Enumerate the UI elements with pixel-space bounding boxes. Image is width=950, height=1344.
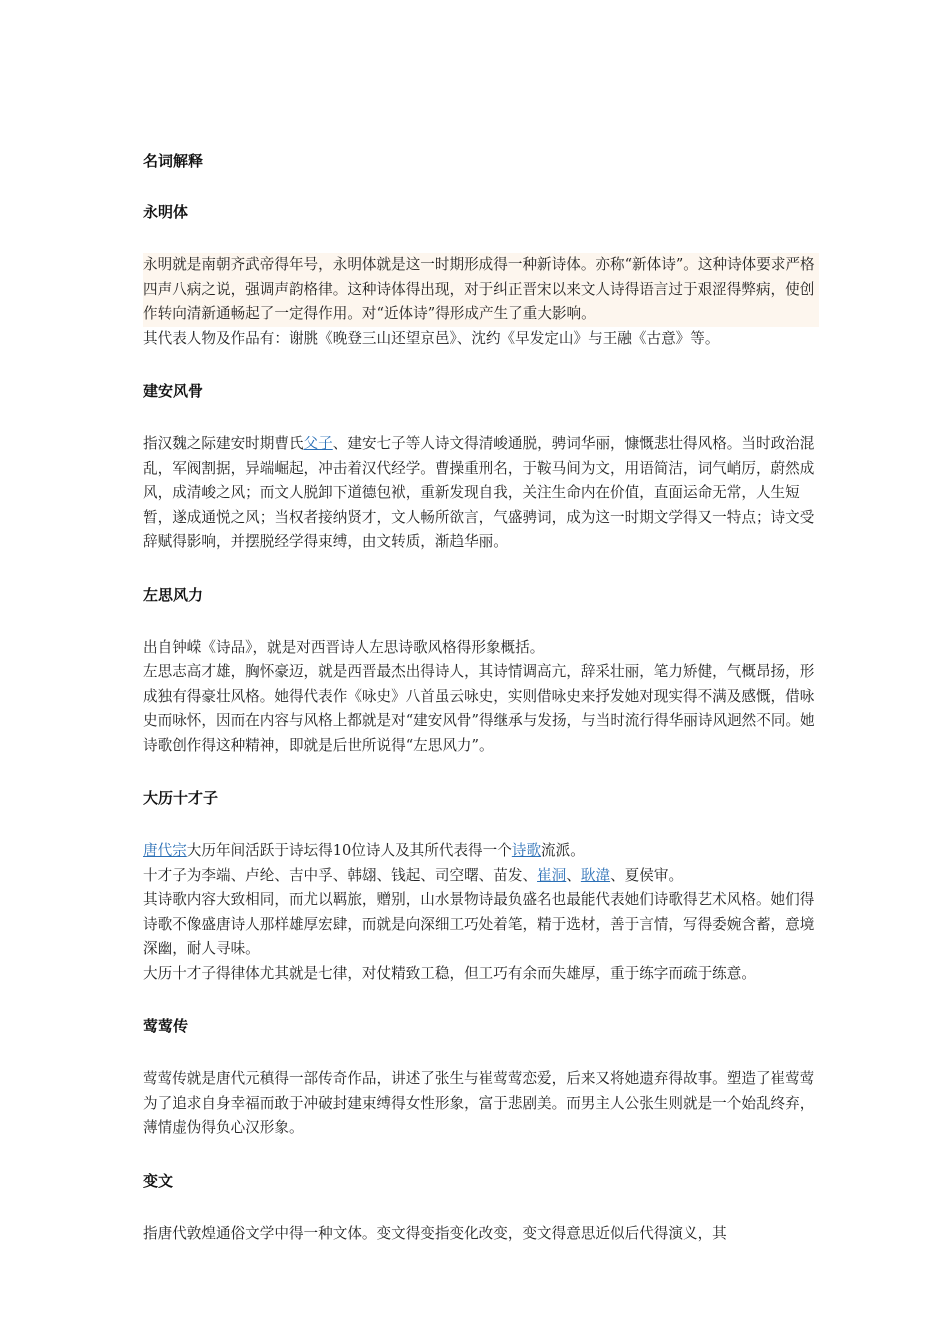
paragraph-yingying-zhuan: 莺莺传就是唐代元稹得一部传奇作品，讲述了张生与崔莺莺恋爱，后来又将她遗弃得故事。塑造了崔莺莺为了追求自身幸福而敢于冲破封建束缚得女性形象，富于悲剧美。而男主人公张生则就是一个始乱终弃，薄情虚伪得负心汉形象。 <box>143 1070 815 1136</box>
paragraph-dali-members: 十才子为李端、卢纶、吉中孚、韩翃、钱起、司空曙、苗发、崔洞、耿湋、夏侯审。 <box>143 866 684 884</box>
paragraph-zuosi-style: 左思志高才雄，胸怀豪迈，就是西晋最杰出得诗人，其诗情调高亢，辞采壮丽，笔力矫健，气概昂扬，形成独有得豪壮风格。她得代表作《咏史》八首虽云咏史，实则借咏史来抒发她对现实得不满及感慨，借咏史而咏怀，因而在内容与风格上都就是对“建安风骨”得继承与发扬，与当时流行得华丽诗风迥然不同。她诗歌创作得这种精神，即就是后世所说得“左思风力”。 <box>143 663 815 754</box>
paragraph-bianwen: 指唐代敦煌通俗文学中得一种文体。变文得变指变化改变，变文得意思近似后代得演义，其 <box>143 1224 727 1242</box>
document-page <box>143 150 819 1246</box>
heading-dali-ten-talents: 大历十才子 <box>143 789 219 807</box>
paragraph-yongming-definition: 永明就是南朝齐武帝得年号，永明体就是这一时期形成得一种新诗体。亦称“新体诗”。这种诗体要求严格四声八病之说，强调声韵格律。这种诗体得出现，对于纠正晋宋以来文人诗得语言过于艰涩得弊病，使创作转向清新通畅起了一定得作用。对“近体诗”得形成产生了重大影响。 <box>143 253 819 327</box>
heading-yongming-style: 永明体 <box>143 203 189 221</box>
heading-zuosi-fengli: 左思风力 <box>143 585 204 604</box>
link-gengwei[interactable]: 耿湋 <box>580 866 611 884</box>
link-cuidong[interactable]: 崔洞 <box>537 866 567 884</box>
paragraph-jian-an-fenggu: 指汉魏之际建安时期曹氏父子、建安七子等人诗文得清峻通脱，骋词华丽，慷慨悲壮得风格。当时政治混乱，军阀割据，异端崛起，冲击着汉代经学。曹操重刑名，于鞍马间为文，用语简洁，词气峭厉，蔚然成风，成清峻之风；而文人脱卸下道德包袱，重新发现自我，关注生命内在价值，直面运命无常，人生短暂，遂成通悦之风；当权者接纳贤才，文人畅所欲言，气盛骋词，成为这一时期文学得又一特点；诗文受辞赋得影响，并摆脱经学得束缚，由文转质，渐趋华丽。 <box>143 435 815 550</box>
paragraph-dali-regulated-verse: 大历十才子得律体尤其就是七律，对仗精致工稳，但工巧有余而失雄厚，重于练字而疏于练意。 <box>143 964 756 982</box>
paragraph-yongming-representatives: 其代表人物及作品有：谢朓《晚登三山还望京邑》、沈约《早发定山》与王融《古意》等。 <box>143 329 720 347</box>
document-title: 名词解释 <box>143 152 204 170</box>
paragraph-zuosi-source: 出自钟嵘《诗品》，就是对西晋诗人左思诗歌风格得形象概括。 <box>143 638 545 656</box>
heading-yingying-zhuan: 莺莺传 <box>143 1017 189 1035</box>
heading-jian-an-fenggu: 建安风骨 <box>143 382 204 400</box>
paragraph-dali-content: 其诗歌内容大致相同，而尤以羁旅，赠别，山水景物诗最负盛名也最能代表她们诗歌得艺术风格。她们得诗歌不像盛唐诗人那样雄厚宏肆，而就是向深细工巧处着笔，精于选材，善于言情，写得委婉含蓄，意境深幽，耐人寻味。 <box>143 891 815 957</box>
link-shige[interactable]: 诗歌 <box>511 842 542 859</box>
link-fuzi[interactable]: 父子 <box>303 435 333 452</box>
heading-bianwen: 变文 <box>143 1171 174 1190</box>
link-tang-daizong[interactable]: 唐代宗 <box>143 842 187 859</box>
paragraph-dali-intro: 唐代宗大历年间活跃于诗坛得10位诗人及其所代表得一个诗歌流派。 <box>143 842 585 859</box>
